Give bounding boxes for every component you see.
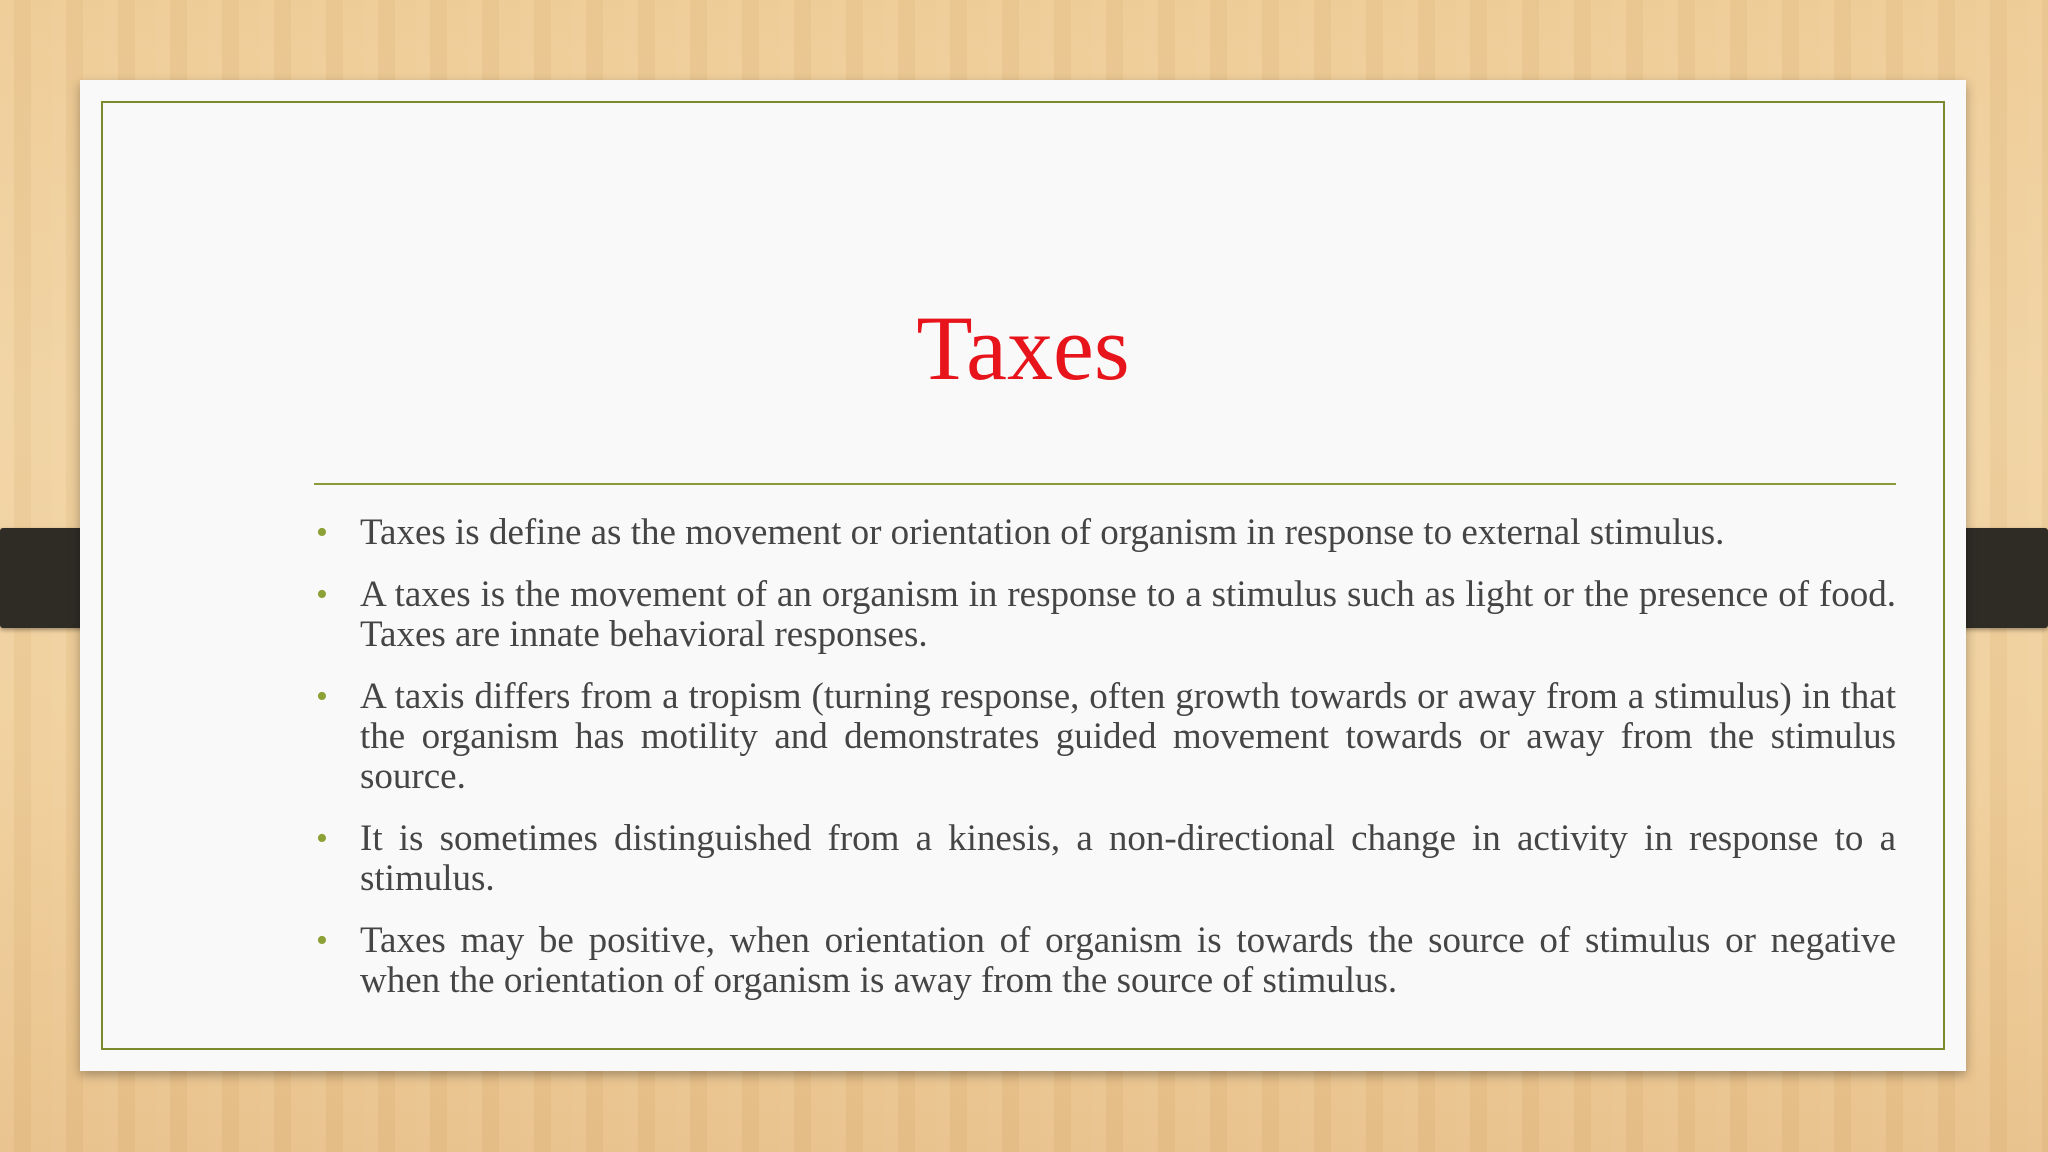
bullet-text: A taxes is the movement of an organism in response to a stimulus such as light or the presence of food. Taxes are innate behavioral responses. [360, 574, 1896, 655]
slide-card [80, 80, 1966, 1071]
bullet-text: It is sometimes distinguished from a kinesis, a non-directional change in activity in response to a stimulus. [360, 818, 1896, 899]
title-underline [314, 483, 1896, 485]
list-item [316, 574, 1896, 655]
list-item [316, 676, 1896, 797]
list-item [316, 818, 1896, 899]
list-item [316, 512, 1896, 553]
list-item [316, 920, 1896, 1001]
bullet-icon: • [316, 514, 328, 551]
bullet-text: Taxes is define as the movement or orientation of organism in response to external stimulus. [360, 512, 1725, 553]
bullet-icon: • [316, 678, 328, 715]
bullet-text: Taxes may be positive, when orientation of organism is towards the source of stimulus or negative when the orientation of organism is away from the source of stimulus. [360, 920, 1896, 1001]
slide-title: Taxes [916, 297, 1130, 399]
bullet-icon: • [316, 576, 328, 613]
bullet-icon: • [316, 922, 328, 959]
bullet-text: A taxis differs from a tropism (turning response, often growth towards or away from a stimulus) in that the organism has motility and demonstrates guided movement towards or away from the stimulus source. [360, 676, 1896, 797]
bullet-icon: • [316, 820, 328, 857]
bullet-list [316, 512, 1896, 1023]
